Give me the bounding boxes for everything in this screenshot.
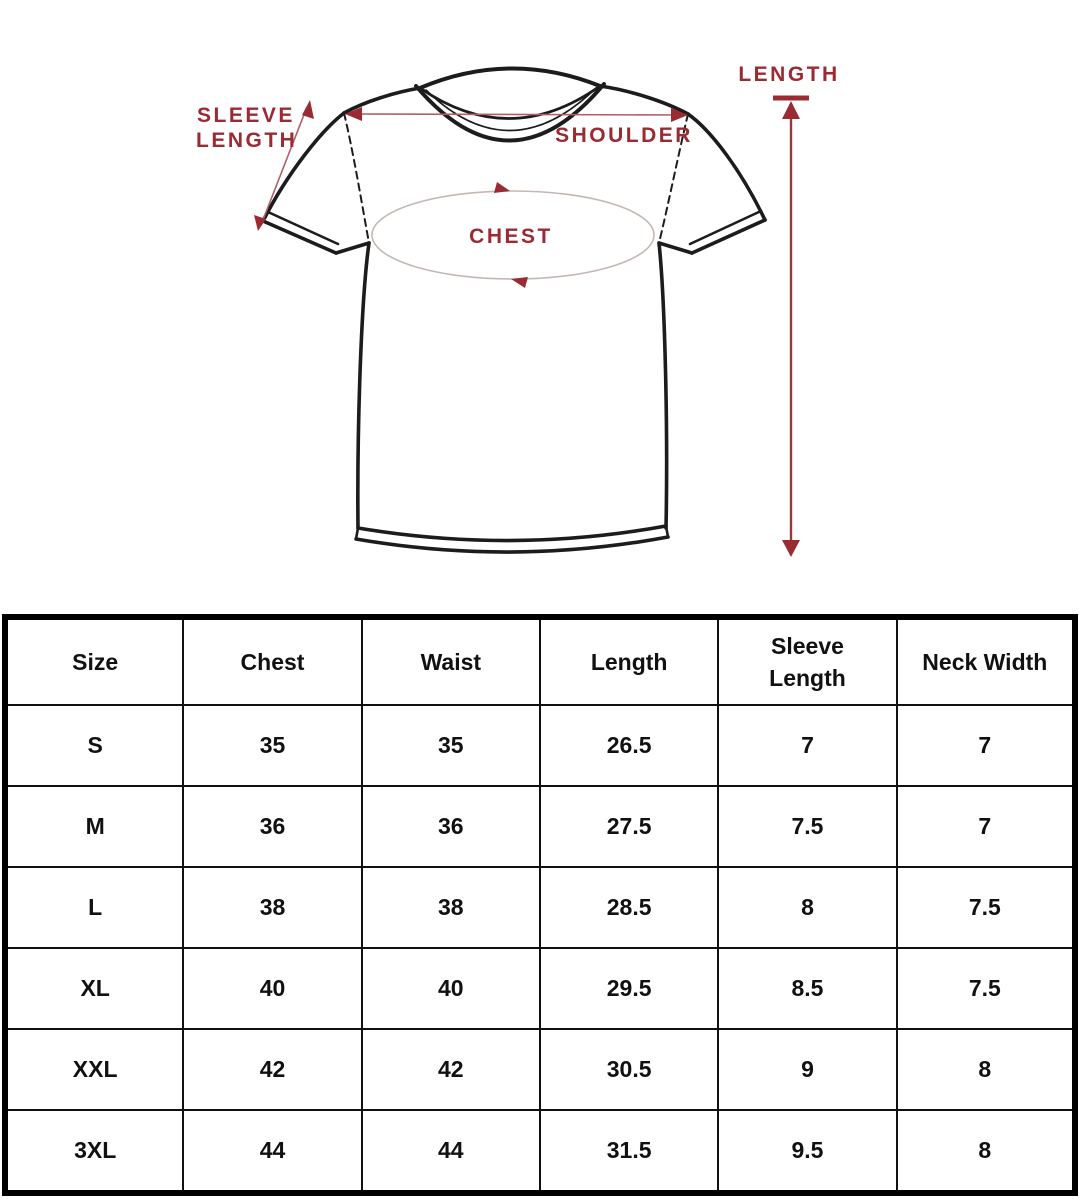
cell-chest: 44 <box>183 1110 361 1193</box>
left-armhole-seam <box>344 113 369 243</box>
header-waist: Waist <box>362 617 540 705</box>
cell-waist: 38 <box>362 867 540 948</box>
cell-length: 26.5 <box>540 705 718 786</box>
cell-waist: 44 <box>362 1110 540 1193</box>
cell-chest: 40 <box>183 948 361 1029</box>
cell-neck-width: 8 <box>897 1110 1075 1193</box>
header-sleeve-length: Sleeve Length <box>718 617 896 705</box>
cell-size: 3XL <box>5 1110 183 1193</box>
cell-length: 29.5 <box>540 948 718 1029</box>
cell-chest: 36 <box>183 786 361 867</box>
right-side-seam <box>659 243 667 528</box>
size-chart-header <box>5 617 1075 705</box>
cell-length: 27.5 <box>540 786 718 867</box>
cell-neck-width: 7 <box>897 705 1075 786</box>
header-length: Length <box>540 617 718 705</box>
size-chart-table-container <box>2 614 1078 1196</box>
shoulder-label: SHOULDER <box>555 124 693 147</box>
cell-sleeve-length: 7.5 <box>718 786 896 867</box>
sleeve-length-label-line2: LENGTH <box>196 129 298 152</box>
table-row-3xl <box>5 1110 1075 1193</box>
cell-neck-width: 7.5 <box>897 867 1075 948</box>
cell-length: 28.5 <box>540 867 718 948</box>
left-underarm <box>336 243 369 253</box>
header-row <box>5 617 1075 705</box>
cell-sleeve-length: 9 <box>718 1029 896 1110</box>
cell-neck-width: 7.5 <box>897 948 1075 1029</box>
length-arrowhead-top-icon <box>782 101 800 119</box>
collar-back-neck <box>420 68 600 88</box>
length-label: LENGTH <box>738 63 840 86</box>
length-arrowhead-bottom-icon <box>782 540 800 557</box>
cell-sleeve-length: 8.5 <box>718 948 896 1029</box>
cell-chest: 38 <box>183 867 361 948</box>
table-row-l <box>5 867 1075 948</box>
table-row-s <box>5 705 1075 786</box>
shoulder-arrow-line <box>352 114 681 115</box>
cell-size: L <box>5 867 183 948</box>
table-row-xl <box>5 948 1075 1029</box>
right-sleeve-outer <box>688 114 765 220</box>
header-size: Size <box>5 617 183 705</box>
cell-waist: 36 <box>362 786 540 867</box>
cell-waist: 40 <box>362 948 540 1029</box>
left-side-seam <box>358 243 369 528</box>
cell-length: 31.5 <box>540 1110 718 1193</box>
cell-sleeve-length: 8 <box>718 867 896 948</box>
sleeve-length-label-line1: SLEEVE <box>197 104 295 127</box>
cell-size: M <box>5 786 183 867</box>
right-underarm <box>659 243 692 253</box>
length-arrow <box>773 98 809 557</box>
shoulder-arrow <box>345 107 688 122</box>
header-chest: Chest <box>183 617 361 705</box>
chest-label: CHEST <box>469 225 553 248</box>
left-shoulder-line <box>344 88 420 113</box>
table-row-m <box>5 786 1075 867</box>
cell-neck-width: 8 <box>897 1029 1075 1110</box>
cell-waist: 35 <box>362 705 540 786</box>
bottom-hem-top <box>358 526 666 541</box>
table-row-xxl <box>5 1029 1075 1110</box>
cell-sleeve-length: 9.5 <box>718 1110 896 1193</box>
size-chart-body <box>5 705 1075 1193</box>
cell-length: 30.5 <box>540 1029 718 1110</box>
cell-neck-width: 7 <box>897 786 1075 867</box>
cell-size: S <box>5 705 183 786</box>
cell-size: XXL <box>5 1029 183 1110</box>
cell-waist: 42 <box>362 1029 540 1110</box>
cell-chest: 35 <box>183 705 361 786</box>
header-neck-width: Neck Width <box>897 617 1075 705</box>
size-chart-table <box>2 614 1078 1196</box>
cell-sleeve-length: 7 <box>718 705 896 786</box>
cell-size: XL <box>5 948 183 1029</box>
cell-chest: 42 <box>183 1029 361 1110</box>
